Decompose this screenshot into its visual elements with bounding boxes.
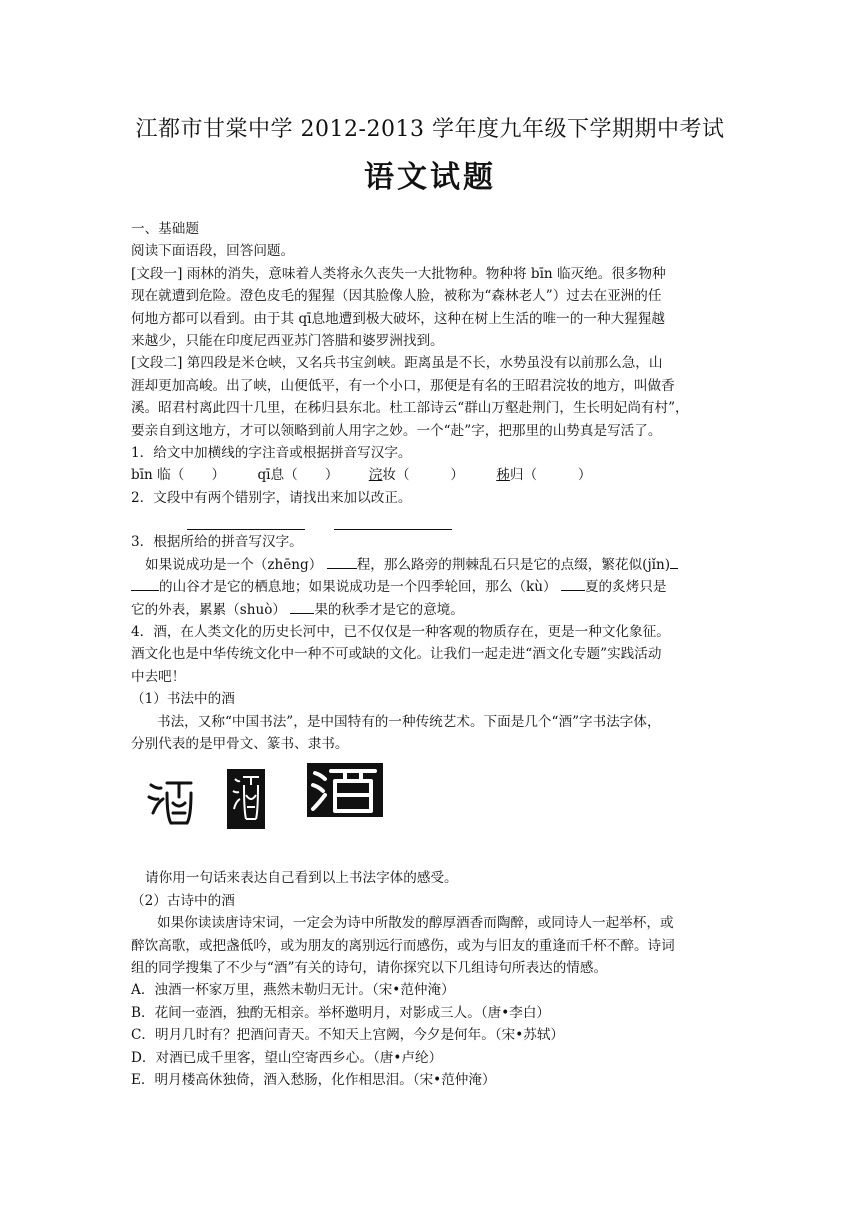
instruction: 阅读下面语段，回答问题。 [131,243,295,260]
q1-item-c: 妆（ ） [382,467,464,484]
sub-question-1-text: 分别代表的是甲骨文、篆书、隶书。 [131,735,349,752]
jiu-clerical-script-glyph [307,763,383,817]
question-3-line [131,554,743,576]
poem-option-d: D．对酒已成千里客，望山空寄西乡心。（唐•卢纶） [131,1049,443,1066]
fill-blank[interactable] [327,554,357,569]
q1-item-b: qī息（ ） [257,467,339,484]
sub-question-2-text: 如果你读读唐诗宋词，一定会为诗中所散发的醇厚酒香而陶醉，或同诗人一起举杯，或 [157,915,674,932]
passage-1-line: 来越少，只能在印度尼西亚苏门答腊和婆罗洲找到。 [131,332,444,349]
calligraphy-images [131,755,743,867]
answer-blanks [131,509,743,531]
sub-question-2-text: 醉饮高歌，或把盏低吟，或为朋友的离别远行而感伤，或为与旧友的重逢而千杯不醉。诗词 [131,937,675,954]
q1-item-d: 归（ ） [509,467,592,484]
q3-text: 夏的炙烤只是 [584,579,667,596]
jiu-seal-script-glyph [227,769,265,829]
sub-question-1-text: 书法，又称“中国书法”，是中国特有的一种传统艺术。下面是几个“酒”字书法字体， [157,713,661,730]
passage-2-line: 溪。昭君村离此四十几里，在秭归县东北。杜工部诗云“群山万壑赴荆门，生长明妃尚有村”， [131,400,689,417]
sub-question-2-text: 组的同学搜集了不少与“酒”有关的诗句，请你探究以下几组诗句所表达的情感。 [131,959,608,976]
question-3: 3．根据所给的拼音写汉字。 [131,534,303,551]
q1-item-d-underlined: 秭 [496,467,510,484]
sub-question-2-title: （2）古诗中的酒 [131,892,235,909]
exam-title: 江都市甘棠中学 2012-2013 学年度九年级下学期期中考试 [135,117,725,142]
poem-option-b: B．花间一壶酒，独酌无相亲。举杯邀明月，对影成三人。（唐•李白） [131,1004,551,1021]
q1-item-a: bīn 临（ ） [131,467,226,484]
passage-1-line: [文段一] 雨林的消失，意味着人类将永久丧失一大批物种。物种将 bīn 临灭绝。很多物种 [131,265,666,282]
q3-text: 果的秋季才是它的意境。 [314,601,464,618]
fill-blank[interactable] [290,599,314,614]
fill-blank[interactable] [561,576,585,591]
question-4-line: 4．酒，在人类文化的历史长河中，已不仅仅是一种客观的物质存在，更是一种文化象征。 [131,624,670,641]
exam-body [131,218,743,1091]
answer-blank[interactable] [334,529,452,530]
section-heading: 一、基础题 [131,221,199,237]
passage-1-line: 何地方都可以看到。由于其 qī息地遭到极大破坏，这种在树上生活的唯一的一种大猩猩越 [131,310,665,327]
question-4-line: 酒文化也是中华传统文化中一种不可或缺的文化。让我们一起走进“酒文化专题”实践活动 [131,646,662,663]
q3-text: 的山谷才是它的栖息地；如果说成功是一个四季轮回，那么（kù） [159,579,557,596]
question-2: 2．文段中有两个错别字，请找出来加以改正。 [131,489,412,506]
q3-text: 程，那么路旁的荆棘乱石只是它的点缀，繁花似(jǐn) [356,556,671,573]
question-1: 1．给文中加横线的字注音或根据拼音写汉字。 [131,444,412,461]
fill-blank[interactable] [670,554,678,569]
q1-item-c-underlined: 浣 [368,467,383,484]
poem-option-a: A．浊酒一杯家万里，燕然未勒归无计。（宋•范仲淹） [131,982,455,999]
passage-2-line: [文段二] 第四段是米仓峡，又名兵书宝剑峡。距离虽是不长，水势虽没有以前那么急，山 [131,355,663,372]
q3-text: 如果说成功是一个（zhēng） [145,556,323,573]
sub-question-1-title: （1）书法中的酒 [131,691,235,708]
poem-option-c: C．明月几时有？把酒问青天。不知天上宫阙，今夕是何年。（宋•苏轼） [131,1027,565,1044]
question-3-line [131,599,743,621]
passage-2-line: 要亲自到这地方，才可以领略到前人用字之妙。一个“赴”字，把那里的山势真是写活了。 [131,422,662,439]
passage-2-line: 涯却更加高峻。出了峡，山便低平，有一个小口，那便是有名的王昭君浣妆的地方，叫做香 [131,377,675,394]
sub-question-1-prompt: 请你用一句话来表达自己看到以上书法字体的感受。 [145,870,458,887]
jiu-oracle-bone-glyph [145,775,197,827]
exam-subject-title: 语文试题 [364,160,496,195]
passage-1-line: 现在就遭到危险。澄色皮毛的猩猩（因其脸像人脸，被称为“森林老人”）过去在亚洲的任 [131,288,662,305]
q3-text: 它的外表，累累（shuò） [131,601,287,618]
question-4-line: 中去吧！ [131,668,186,685]
answer-blank[interactable] [187,529,305,530]
fill-blank[interactable] [131,576,159,591]
poem-option-e: E．明月楼高休独倚，酒入愁肠，化作相思泪。（宋•范仲淹） [131,1071,496,1088]
question-1-items [131,464,743,486]
question-3-line [131,576,743,598]
